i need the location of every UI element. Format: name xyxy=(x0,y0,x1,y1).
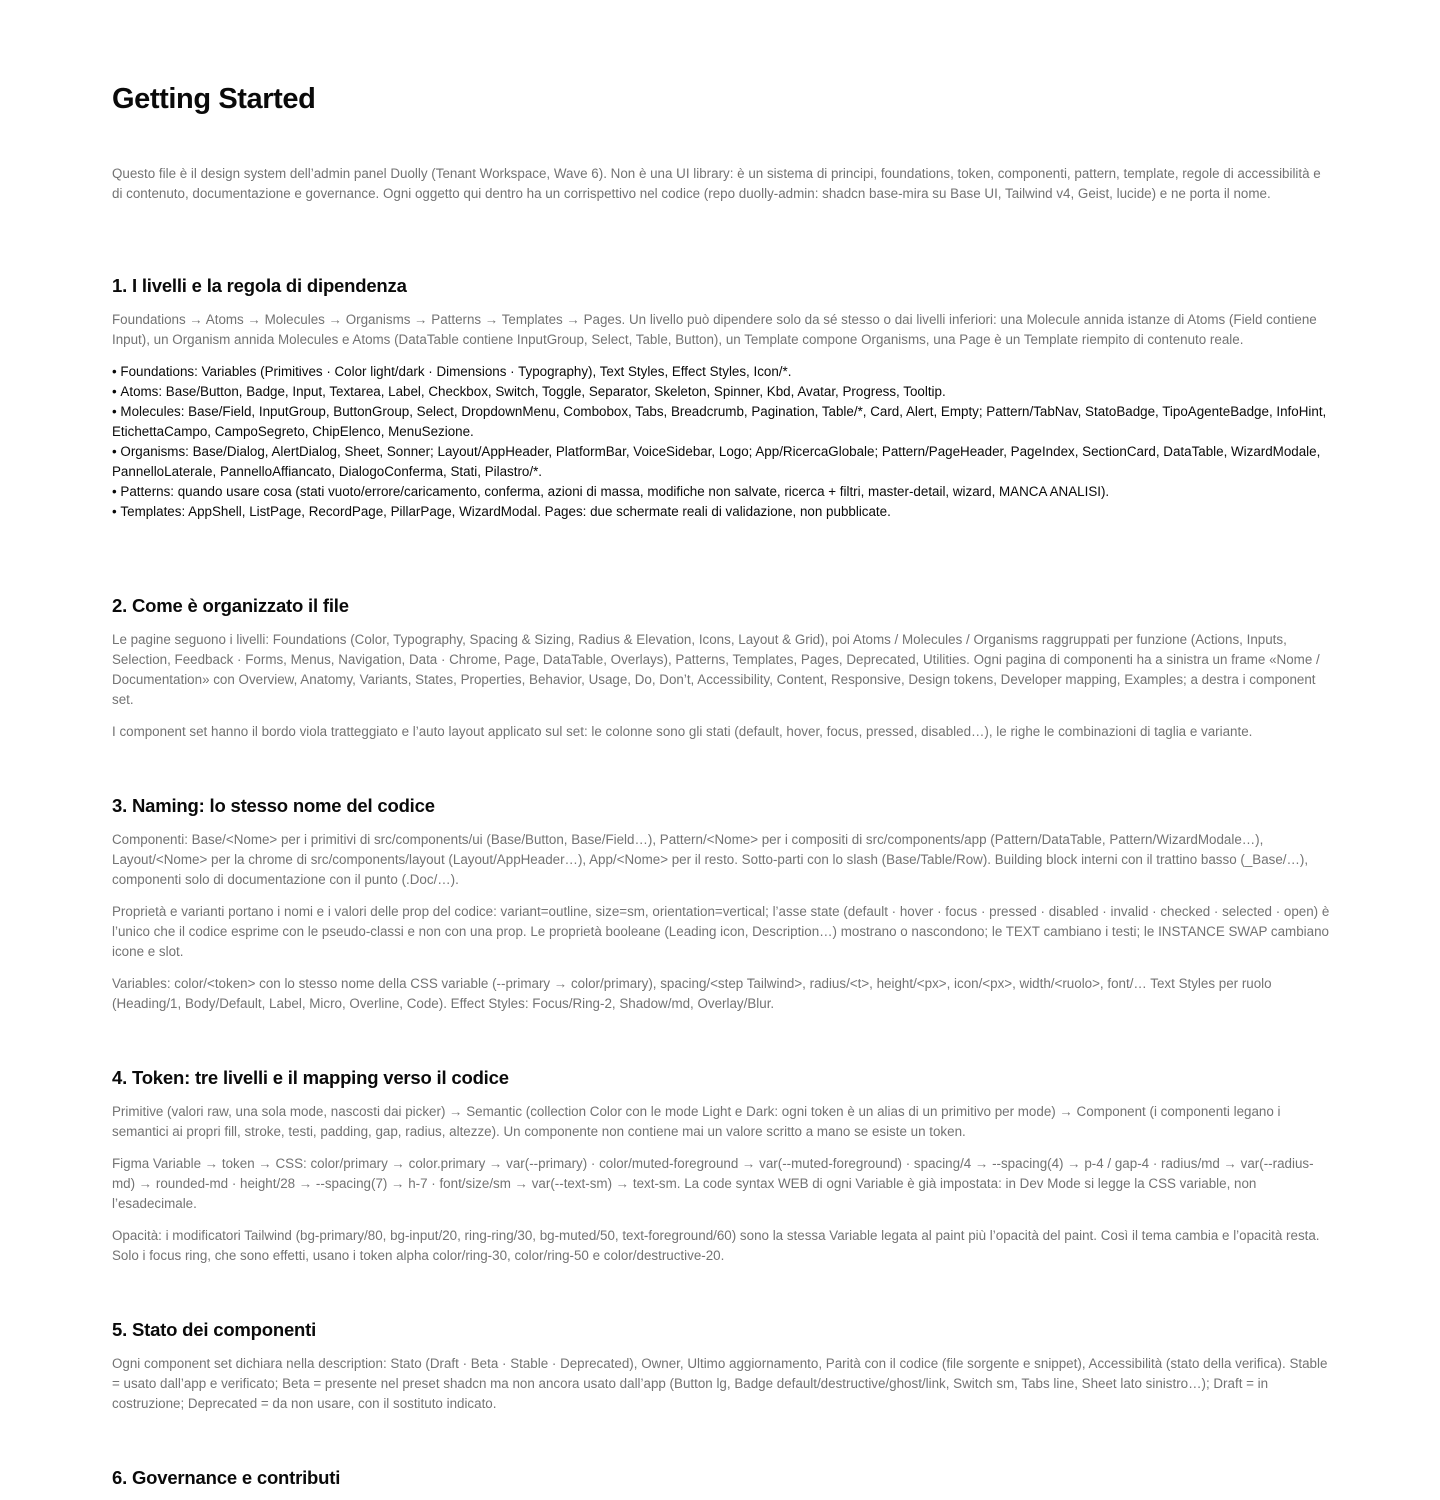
section-paragraph: Le pagine seguono i livelli: Foundations (Color, Typography, Spacing & Sizing, Radius & Elevation, Icons, Layout & Grid), poi Atoms / Molecules / Organisms raggruppati per funzione (Actions, Inputs, Selection, Feedback · Forms, Menus, Navigation, Data · Chrome, Page, DataTable, Overlays), Patterns, Templates, Pages, Deprecated, Utilities. Ogni pagina di componenti ha a sinistra un frame «Nome / Documentation» con Overview, Anatomy, Variants, States, Properties, Behavior, Usage, Do, Don’t, Accessibility, Content, Responsive, Design tokens, Developer mapping, Examples; a destra i component set. xyxy=(112,632,1320,707)
section-paragraph: Primitive (valori raw, una sola mode, nascosti dai picker) → Semantic (collection Color con le mode Light e Dark: ogni token è un alias di un primitivo per mode) → Component (i componenti legano i semantici ai propri fill, stroke, testi, padding, gap, radius, altezze). Un componente non contiene mai un valore scritto a mano se esiste un token. xyxy=(112,1104,1281,1139)
section-heading: 2. Come è organizzato il file xyxy=(112,595,349,616)
section-paragraph: Ogni component set dichiara nella description: Stato (Draft · Beta · Stable · Deprecated), Owner, Ultimo aggiornamento, Parità con il codice (file sorgente e snippet), Accessibilità (stato della verifica). Stable = usato dall’app e verificato; Beta = presente nel preset shadcn ma non ancora usato dall’app (Button lg, Badge default/destructive/ghost/link, Switch sm, Tabs line, Sheet lato sinistro…); Draft = in costruzione; Deprecated = da non usare, con il sostituto indicato. xyxy=(112,1356,1328,1411)
section-naming xyxy=(112,794,1330,1014)
section-heading: 6. Governance e contributi xyxy=(112,1467,341,1488)
page-title: Getting Started xyxy=(112,83,316,115)
section-heading: 3. Naming: lo stesso nome del codice xyxy=(112,795,435,816)
intro-paragraph: Questo file è il design system dell’admin panel Duolly (Tenant Workspace, Wave 6). Non è una UI library: è un sistema di principi, foundations, token, componenti, pattern, template, regole di accessibilità e di contenuto, documentazione e governance. Ogni oggetto qui dentro ha un corrispettivo nel codice (repo duolly-admin: shadcn base-mira su Base UI, Tailwind v4, Geist, lucide) e ne porta il nome. xyxy=(112,166,1321,201)
section-paragraph: Opacità: i modificatori Tailwind (bg-primary/80, bg-input/20, ring-ring/30, bg-muted/50, text-foreground/60) sono la stessa Variable legata al paint più l’opacità del paint. Così il tema cambia e l’opacità resta. Solo i focus ring, che sono effetti, usano i token alpha color/ring-30, color/ring-50 e color/destructive-20. xyxy=(112,1228,1320,1263)
list-item: • Patterns: quando usare cosa (stati vuoto/errore/caricamento, conferma, azioni di massa, modifiche non salvate, ricerca + filtri, master-detail, wizard, MANCA ANALISI). xyxy=(112,482,1330,502)
section-paragraph: Proprietà e varianti portano i nomi e i valori delle prop del codice: variant=outline, size=sm, orientation=vertical; l’asse state (default · hover · focus · pressed · disabled · invalid · checked · selected · open) è l’unico che il codice esprime con le pseudo-classi e non con una prop. Le proprietà booleane (Leading icon, Description…) mostrano o nascondono; le TEXT cambiano i testi; le INSTANCE SWAP cambiano icone e slot. xyxy=(112,904,1330,959)
list-item: • Molecules: Base/Field, InputGroup, ButtonGroup, Select, DropdownMenu, Combobox, Tabs, Breadcrumb, Pagination, Table/*, Card, Alert, Empty; Pattern/TabNav, StatoBadge, TipoAgenteBadge, InfoHint, EtichettaCampo, CampoSegreto, ChipElenco, MenuSezione. xyxy=(112,402,1330,442)
section-levels xyxy=(112,274,1330,522)
section-component-status xyxy=(112,1318,1330,1414)
list-item: • Foundations: Variables (Primitives · Color light/dark · Dimensions · Typography), Text Styles, Effect Styles, Icon/*. xyxy=(112,362,1330,382)
section-paragraph: I component set hanno il bordo viola tratteggiato e l’auto layout applicato sul set: le colonne sono gli stati (default, hover, focus, pressed, disabled…), le righe le combinazioni di taglia e variante. xyxy=(112,724,1253,739)
list-item: • Atoms: Base/Button, Badge, Input, Textarea, Label, Checkbox, Switch, Toggle, Separator, Skeleton, Spinner, Kbd, Avatar, Progress, Tooltip. xyxy=(112,382,1330,402)
section-paragraph: Figma Variable → token → CSS: color/primary → color.primary → var(--primary) · color/muted-foreground → var(--muted-foreground) · spacing/4 → --spacing(4) → p-4 / gap-4 · radius/md → var(--radius-md) → rounded-md · height/28 → --spacing(7) → h-7 · font/size/sm → var(--text-sm) → text-sm. La code syntax WEB di ogni Variable è già impostata: in Dev Mode si legge la CSS variable, non l’esadecimale. xyxy=(112,1156,1314,1211)
section-governance xyxy=(112,1466,1330,1490)
list-item: • Organisms: Base/Dialog, AlertDialog, Sheet, Sonner; Layout/AppHeader, PlatformBar, VoiceSidebar, Logo; App/RicercaGlobale; Pattern/PageHeader, PageIndex, SectionCard, DataTable, WizardModale, PannelloLaterale, PannelloAffiancato, DialogoConferma, Stati, Pilastro/*. xyxy=(112,442,1330,482)
list-item: • Templates: AppShell, ListPage, RecordPage, PillarPage, WizardModal. Pages: due schermate reali di validazione, non pubblicate. xyxy=(112,502,1330,522)
section-tokens xyxy=(112,1066,1330,1266)
section-file-organization xyxy=(112,594,1330,742)
section-heading: 1. I livelli e la regola di dipendenza xyxy=(112,275,407,296)
section-heading: 4. Token: tre livelli e il mapping verso il codice xyxy=(112,1067,509,1088)
section-paragraph: Variables: color/<token> con lo stesso nome della CSS variable (--primary → color/primary), spacing/<step Tailwind>, radius/<t>, height/<px>, icon/<px>, width/<ruolo>, font/… Text Styles per ruolo (Heading/1, Body/Default, Label, Micro, Overline, Code). Effect Styles: Focus/Ring-2, Shadow/md, Overlay/Blur. xyxy=(112,976,1272,1011)
section-paragraph: Componenti: Base/<Nome> per i primitivi di src/components/ui (Base/Button, Base/Field…), Pattern/<Nome> per i compositi di src/components/app (Pattern/DataTable, Pattern/WizardModale…), Layout/<Nome> per la chrome di src/components/layout (Layout/AppHeader…), App/<Nome> per il resto. Sotto-parti con lo slash (Base/Table/Row). Building block interni con il trattino basso (_Base/…), componenti solo di documentazione con il punto (.Doc/…). xyxy=(112,832,1309,887)
section-paragraph: Foundations → Atoms → Molecules → Organisms → Patterns → Templates → Pages. Un livello può dipendere solo da sé stesso o dai livelli inferiori: una Molecule annida istanze di Atoms (Field contiene Input), un Organism annida Molecules e Atoms (DataTable contiene InputGroup, Select, Table, Button), un Template compone Organisms, una Page è un Template riempito di contenuto reale. xyxy=(112,312,1317,347)
levels-list xyxy=(112,362,1330,522)
section-heading: 5. Stato dei componenti xyxy=(112,1319,317,1340)
